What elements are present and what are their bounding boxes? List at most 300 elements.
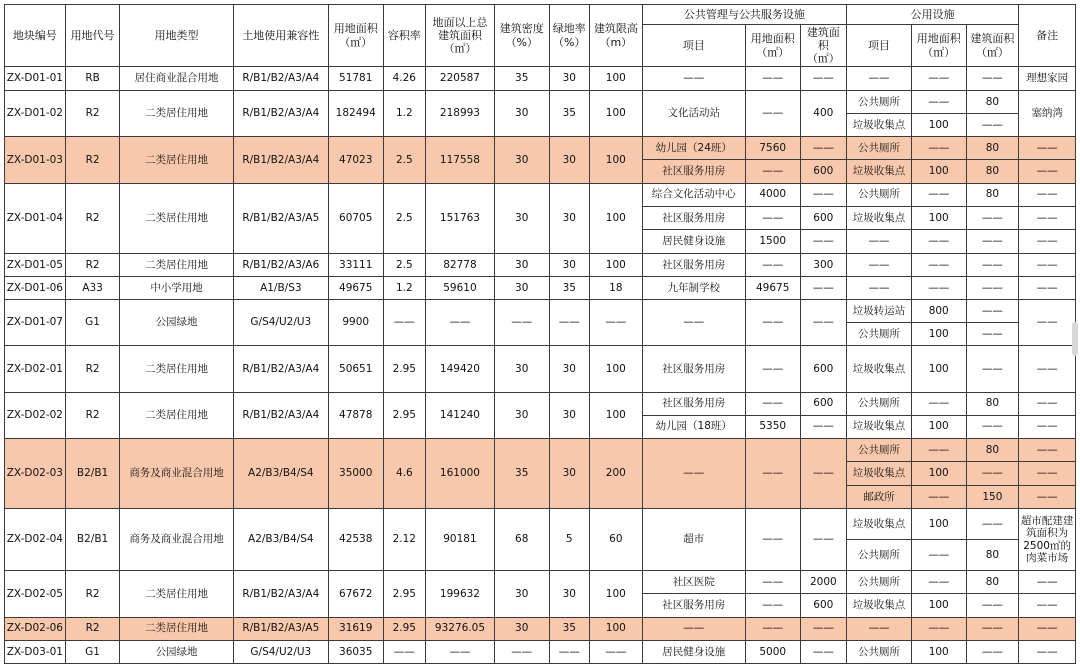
cell-green-ratio: 35 bbox=[549, 617, 589, 640]
cell-remark: —— bbox=[1019, 438, 1076, 461]
cell-remark: —— bbox=[1019, 571, 1076, 594]
cell-land-area: 49675 bbox=[328, 276, 383, 299]
cell-far: —— bbox=[383, 300, 426, 346]
table-row bbox=[5, 571, 1076, 594]
cell-remark: —— bbox=[1019, 160, 1076, 183]
cell-public-land-area: 1500 bbox=[745, 230, 800, 253]
cell-public-item: 社区医院 bbox=[642, 571, 745, 594]
cell-utility-land-area: 100 bbox=[911, 509, 966, 540]
cell-land-type: 居住商业混合用地 bbox=[120, 67, 233, 91]
cell-utility-land-area: 100 bbox=[911, 114, 966, 137]
cell-public-build-area: 400 bbox=[800, 91, 847, 137]
cell-compatibility: R/B1/B2/A3/A6 bbox=[233, 253, 328, 276]
cell-block-code: ZX-D01-04 bbox=[5, 183, 66, 253]
cell-far: 2.5 bbox=[383, 183, 426, 253]
cell-height-limit: 100 bbox=[590, 67, 643, 91]
cell-land-type: 二类居住用地 bbox=[120, 91, 233, 137]
cell-utility-land-area: —— bbox=[911, 485, 966, 508]
header-green-ratio: 绿地率 （%） bbox=[549, 5, 589, 67]
cell-utility-build-area: —— bbox=[966, 67, 1019, 91]
cell-compatibility: R/B1/B2/A3/A5 bbox=[233, 617, 328, 640]
cell-public-build-area: 300 bbox=[800, 253, 847, 276]
cell-utility-land-area: 100 bbox=[911, 640, 966, 663]
cell-land-area: 50651 bbox=[328, 346, 383, 392]
cell-public-item: —— bbox=[642, 67, 745, 91]
cell-land-code: R2 bbox=[65, 137, 120, 183]
cell-public-build-area: —— bbox=[800, 415, 847, 438]
cell-public-build-area: —— bbox=[800, 300, 847, 346]
cell-block-code: ZX-D01-06 bbox=[5, 276, 66, 299]
cell-utility-build-area: 80 bbox=[966, 137, 1019, 160]
cell-utility-land-area: 100 bbox=[911, 206, 966, 229]
cell-public-build-area: —— bbox=[800, 438, 847, 508]
cell-utility-build-area: —— bbox=[966, 230, 1019, 253]
cell-land-code: RB bbox=[65, 67, 120, 91]
cell-land-code: R2 bbox=[65, 392, 120, 438]
cell-public-item: 超市 bbox=[642, 509, 745, 571]
cell-far: 2.95 bbox=[383, 617, 426, 640]
scroll-indicator bbox=[1072, 322, 1078, 356]
cell-public-item: 社区服务用房 bbox=[642, 160, 745, 183]
cell-block-code: ZX-D02-05 bbox=[5, 571, 66, 617]
cell-public-build-area: —— bbox=[800, 640, 847, 663]
cell-block-code: ZX-D01-03 bbox=[5, 137, 66, 183]
cell-public-item: 社区服务用房 bbox=[642, 253, 745, 276]
cell-utility-item: 垃圾收集点 bbox=[847, 415, 912, 438]
land-use-table-container bbox=[4, 4, 1076, 664]
cell-remark: —— bbox=[1019, 230, 1076, 253]
cell-above-ground-area: 82778 bbox=[426, 253, 495, 276]
cell-above-ground-area: 151763 bbox=[426, 183, 495, 253]
cell-land-code: R2 bbox=[65, 183, 120, 253]
cell-green-ratio: 30 bbox=[549, 137, 589, 183]
cell-utility-item: 垃圾转运站 bbox=[847, 300, 912, 323]
table-row bbox=[5, 392, 1076, 415]
cell-public-build-area: 600 bbox=[800, 392, 847, 415]
cell-public-land-area: —— bbox=[745, 300, 800, 346]
cell-utility-land-area: —— bbox=[911, 91, 966, 114]
cell-utility-land-area: 100 bbox=[911, 594, 966, 617]
cell-land-code: B2/B1 bbox=[65, 509, 120, 571]
cell-public-item: 居民健身设施 bbox=[642, 230, 745, 253]
cell-utility-build-area: 80 bbox=[966, 540, 1019, 571]
cell-utility-land-area: —— bbox=[911, 540, 966, 571]
cell-public-land-area: 49675 bbox=[745, 276, 800, 299]
cell-land-area: 182494 bbox=[328, 91, 383, 137]
cell-above-ground-area: 90181 bbox=[426, 509, 495, 571]
cell-utility-build-area: 150 bbox=[966, 485, 1019, 508]
cell-public-land-area: —— bbox=[745, 253, 800, 276]
cell-remark: —— bbox=[1019, 415, 1076, 438]
cell-far: —— bbox=[383, 640, 426, 663]
cell-public-land-area: 5350 bbox=[745, 415, 800, 438]
cell-above-ground-area: 161000 bbox=[426, 438, 495, 508]
cell-density: —— bbox=[494, 300, 549, 346]
cell-land-area: 33111 bbox=[328, 253, 383, 276]
cell-land-type: 二类居住用地 bbox=[120, 392, 233, 438]
cell-land-code: G1 bbox=[65, 640, 120, 663]
cell-utility-land-area: 800 bbox=[911, 300, 966, 323]
cell-density: —— bbox=[494, 640, 549, 663]
cell-green-ratio: 30 bbox=[549, 346, 589, 392]
cell-block-code: ZX-D01-05 bbox=[5, 253, 66, 276]
cell-public-land-area: 4000 bbox=[745, 183, 800, 206]
cell-utility-build-area: —— bbox=[966, 415, 1019, 438]
cell-public-item: —— bbox=[642, 300, 745, 346]
cell-utility-build-area: —— bbox=[966, 617, 1019, 640]
cell-far: 2.5 bbox=[383, 137, 426, 183]
cell-land-type: 中小学用地 bbox=[120, 276, 233, 299]
table-row bbox=[5, 276, 1076, 299]
cell-public-build-area: —— bbox=[800, 137, 847, 160]
cell-far: 2.95 bbox=[383, 392, 426, 438]
cell-public-item: 社区服务用房 bbox=[642, 206, 745, 229]
header-far: 容积率 bbox=[383, 5, 426, 67]
cell-land-type: 二类居住用地 bbox=[120, 617, 233, 640]
cell-utility-build-area: —— bbox=[966, 594, 1019, 617]
cell-public-item: 九年制学校 bbox=[642, 276, 745, 299]
cell-utility-item: —— bbox=[847, 230, 912, 253]
cell-height-limit: 100 bbox=[590, 183, 643, 253]
cell-land-type: 二类居住用地 bbox=[120, 183, 233, 253]
header-compatibility: 土地使用兼容性 bbox=[233, 5, 328, 67]
cell-density: 30 bbox=[494, 276, 549, 299]
cell-public-item: 综合文化活动中心 bbox=[642, 183, 745, 206]
cell-remark: —— bbox=[1019, 276, 1076, 299]
cell-utility-item: —— bbox=[847, 67, 912, 91]
cell-land-area: 47023 bbox=[328, 137, 383, 183]
cell-utility-build-area: 80 bbox=[966, 438, 1019, 461]
cell-public-land-area: —— bbox=[745, 206, 800, 229]
cell-utility-land-area: —— bbox=[911, 571, 966, 594]
cell-land-area: 36035 bbox=[328, 640, 383, 663]
cell-compatibility: R/B1/B2/A3/A4 bbox=[233, 346, 328, 392]
cell-green-ratio: 35 bbox=[549, 91, 589, 137]
cell-far: 2.5 bbox=[383, 253, 426, 276]
cell-green-ratio: 30 bbox=[549, 253, 589, 276]
cell-utility-item: 公共厕所 bbox=[847, 323, 912, 346]
cell-green-ratio: —— bbox=[549, 640, 589, 663]
cell-compatibility: A1/B/S3 bbox=[233, 276, 328, 299]
cell-utility-land-area: —— bbox=[911, 276, 966, 299]
cell-green-ratio: 30 bbox=[549, 392, 589, 438]
cell-utility-land-area: 100 bbox=[911, 346, 966, 392]
cell-density: 30 bbox=[494, 346, 549, 392]
cell-public-item: 社区服务用房 bbox=[642, 346, 745, 392]
cell-utility-item: 公共厕所 bbox=[847, 540, 912, 571]
cell-utility-build-area: 80 bbox=[966, 571, 1019, 594]
table-row bbox=[5, 346, 1076, 392]
header-land-type: 用地类型 bbox=[120, 5, 233, 67]
cell-height-limit: 60 bbox=[590, 509, 643, 571]
header-density: 建筑密度 （%） bbox=[494, 5, 549, 67]
cell-public-land-area: —— bbox=[745, 617, 800, 640]
cell-block-code: ZX-D01-07 bbox=[5, 300, 66, 346]
cell-utility-item: —— bbox=[847, 617, 912, 640]
cell-utility-build-area: —— bbox=[966, 509, 1019, 540]
cell-public-land-area: 7560 bbox=[745, 137, 800, 160]
cell-far: 4.26 bbox=[383, 67, 426, 91]
cell-land-type: 二类居住用地 bbox=[120, 137, 233, 183]
cell-utility-land-area: 100 bbox=[911, 415, 966, 438]
cell-compatibility: R/B1/B2/A3/A4 bbox=[233, 392, 328, 438]
cell-remark: —— bbox=[1019, 485, 1076, 508]
land-use-control-table bbox=[4, 4, 1076, 664]
cell-height-limit: 100 bbox=[590, 137, 643, 183]
cell-public-land-area: —— bbox=[745, 160, 800, 183]
cell-remark: —— bbox=[1019, 617, 1076, 640]
cell-utility-item: 垃圾收集点 bbox=[847, 346, 912, 392]
cell-utility-land-area: —— bbox=[911, 183, 966, 206]
cell-remark: —— bbox=[1019, 253, 1076, 276]
cell-utility-build-area: —— bbox=[966, 300, 1019, 323]
cell-utility-land-area: —— bbox=[911, 137, 966, 160]
cell-public-land-area: —— bbox=[745, 571, 800, 594]
table-row bbox=[5, 137, 1076, 160]
cell-land-type: 商务及商业混合用地 bbox=[120, 509, 233, 571]
cell-utility-land-area: —— bbox=[911, 67, 966, 91]
cell-land-code: A33 bbox=[65, 276, 120, 299]
cell-land-area: 9900 bbox=[328, 300, 383, 346]
cell-remark: —— bbox=[1019, 346, 1076, 392]
cell-remark: 超市配建建筑面积为2500㎡的肉菜市场 bbox=[1019, 509, 1076, 571]
cell-height-limit: 100 bbox=[590, 571, 643, 617]
cell-public-land-area: —— bbox=[745, 438, 800, 508]
cell-remark: —— bbox=[1019, 392, 1076, 415]
cell-compatibility: R/B1/B2/A3/A4 bbox=[233, 67, 328, 91]
cell-green-ratio: 30 bbox=[549, 183, 589, 253]
cell-public-build-area: 600 bbox=[800, 206, 847, 229]
cell-utility-build-area: —— bbox=[966, 114, 1019, 137]
cell-land-area: 31619 bbox=[328, 617, 383, 640]
cell-height-limit: —— bbox=[590, 640, 643, 663]
cell-land-area: 35000 bbox=[328, 438, 383, 508]
cell-compatibility: R/B1/B2/A3/A5 bbox=[233, 183, 328, 253]
cell-land-code: R2 bbox=[65, 253, 120, 276]
cell-public-land-area: —— bbox=[745, 392, 800, 415]
cell-far: 2.95 bbox=[383, 346, 426, 392]
cell-block-code: ZX-D02-06 bbox=[5, 617, 66, 640]
table-row bbox=[5, 253, 1076, 276]
cell-compatibility: A2/B3/B4/S4 bbox=[233, 438, 328, 508]
cell-land-type: 二类居住用地 bbox=[120, 571, 233, 617]
cell-land-area: 42538 bbox=[328, 509, 383, 571]
cell-utility-item: 公共厕所 bbox=[847, 137, 912, 160]
cell-public-item: 社区服务用房 bbox=[642, 594, 745, 617]
header-utility-facilities: 公用设施 bbox=[847, 5, 1019, 25]
cell-far: 2.12 bbox=[383, 509, 426, 571]
table-row bbox=[5, 300, 1076, 323]
cell-remark: —— bbox=[1019, 206, 1076, 229]
cell-public-build-area: 2000 bbox=[800, 571, 847, 594]
cell-public-item: 社区服务用房 bbox=[642, 392, 745, 415]
cell-utility-build-area: —— bbox=[966, 323, 1019, 346]
cell-remark: —— bbox=[1019, 137, 1076, 160]
cell-public-build-area: 600 bbox=[800, 594, 847, 617]
cell-utility-land-area: 100 bbox=[911, 160, 966, 183]
cell-land-code: R2 bbox=[65, 346, 120, 392]
cell-utility-land-area: —— bbox=[911, 617, 966, 640]
cell-height-limit: 100 bbox=[590, 91, 643, 137]
header-land-area: 用地面积 （㎡） bbox=[328, 5, 383, 67]
cell-far: 1.2 bbox=[383, 91, 426, 137]
cell-public-build-area: —— bbox=[800, 230, 847, 253]
header-utility-land-area: 用地面积 （㎡） bbox=[911, 25, 966, 67]
cell-density: 68 bbox=[494, 509, 549, 571]
cell-public-build-area: 600 bbox=[800, 346, 847, 392]
cell-block-code: ZX-D01-02 bbox=[5, 91, 66, 137]
cell-public-item: —— bbox=[642, 617, 745, 640]
header-land-code: 用地代号 bbox=[65, 5, 120, 67]
cell-compatibility: G/S4/U2/U3 bbox=[233, 640, 328, 663]
cell-above-ground-area: 117558 bbox=[426, 137, 495, 183]
cell-density: 35 bbox=[494, 438, 549, 508]
cell-green-ratio: 30 bbox=[549, 438, 589, 508]
cell-land-code: R2 bbox=[65, 91, 120, 137]
header-public-facilities: 公共管理与公共服务设施 bbox=[642, 5, 846, 25]
cell-height-limit: —— bbox=[590, 300, 643, 346]
cell-utility-land-area: 100 bbox=[911, 462, 966, 485]
cell-public-item: 文化活动站 bbox=[642, 91, 745, 137]
cell-remark: —— bbox=[1019, 462, 1076, 485]
cell-block-code: ZX-D02-03 bbox=[5, 438, 66, 508]
cell-public-item: —— bbox=[642, 438, 745, 508]
cell-compatibility: R/B1/B2/A3/A4 bbox=[233, 571, 328, 617]
cell-above-ground-area: —— bbox=[426, 640, 495, 663]
cell-height-limit: 100 bbox=[590, 346, 643, 392]
cell-remark: 塞纳湾 bbox=[1019, 91, 1076, 137]
cell-block-code: ZX-D03-01 bbox=[5, 640, 66, 663]
cell-density: 30 bbox=[494, 91, 549, 137]
table-row bbox=[5, 438, 1076, 461]
cell-density: 30 bbox=[494, 392, 549, 438]
cell-land-area: 67672 bbox=[328, 571, 383, 617]
table-row bbox=[5, 67, 1076, 91]
table-body bbox=[5, 67, 1076, 664]
cell-density: 30 bbox=[494, 253, 549, 276]
cell-remark: —— bbox=[1019, 300, 1076, 346]
cell-public-land-area: —— bbox=[745, 67, 800, 91]
cell-land-type: 二类居住用地 bbox=[120, 253, 233, 276]
cell-utility-item: —— bbox=[847, 253, 912, 276]
cell-utility-item: 邮政所 bbox=[847, 485, 912, 508]
cell-public-item: 居民健身设施 bbox=[642, 640, 745, 663]
cell-utility-build-area: 80 bbox=[966, 91, 1019, 114]
cell-utility-item: 公共厕所 bbox=[847, 571, 912, 594]
cell-above-ground-area: —— bbox=[426, 300, 495, 346]
cell-utility-build-area: —— bbox=[966, 276, 1019, 299]
cell-utility-land-area: —— bbox=[911, 253, 966, 276]
cell-land-type: 商务及商业混合用地 bbox=[120, 438, 233, 508]
cell-above-ground-area: 59610 bbox=[426, 276, 495, 299]
cell-public-land-area: —— bbox=[745, 346, 800, 392]
cell-utility-land-area: 100 bbox=[911, 323, 966, 346]
table-row bbox=[5, 617, 1076, 640]
cell-above-ground-area: 220587 bbox=[426, 67, 495, 91]
cell-above-ground-area: 199632 bbox=[426, 571, 495, 617]
cell-land-type: 公园绿地 bbox=[120, 640, 233, 663]
cell-far: 1.2 bbox=[383, 276, 426, 299]
cell-height-limit: 100 bbox=[590, 253, 643, 276]
cell-green-ratio: 30 bbox=[549, 67, 589, 91]
cell-utility-build-area: 80 bbox=[966, 183, 1019, 206]
header-above-ground-area: 地面以上总 建筑面积 （㎡） bbox=[426, 5, 495, 67]
cell-public-land-area: —— bbox=[745, 91, 800, 137]
table-row bbox=[5, 509, 1076, 540]
cell-compatibility: A2/B3/B4/S4 bbox=[233, 509, 328, 571]
cell-above-ground-area: 218993 bbox=[426, 91, 495, 137]
cell-utility-build-area: —— bbox=[966, 253, 1019, 276]
cell-block-code: ZX-D02-04 bbox=[5, 509, 66, 571]
cell-utility-item: 公共厕所 bbox=[847, 91, 912, 114]
cell-land-code: B2/B1 bbox=[65, 438, 120, 508]
cell-density: 35 bbox=[494, 67, 549, 91]
cell-utility-build-area: 80 bbox=[966, 160, 1019, 183]
cell-compatibility: G/S4/U2/U3 bbox=[233, 300, 328, 346]
cell-remark: 理想家园 bbox=[1019, 67, 1076, 91]
header-public-land-area: 用地面积 （㎡） bbox=[745, 25, 800, 67]
cell-land-type: 公园绿地 bbox=[120, 300, 233, 346]
cell-land-code: R2 bbox=[65, 571, 120, 617]
cell-density: 30 bbox=[494, 617, 549, 640]
cell-utility-item: 公共厕所 bbox=[847, 438, 912, 461]
cell-far: 2.95 bbox=[383, 571, 426, 617]
cell-utility-item: 垃圾收集点 bbox=[847, 462, 912, 485]
cell-height-limit: 18 bbox=[590, 276, 643, 299]
cell-height-limit: 200 bbox=[590, 438, 643, 508]
cell-utility-item: 公共厕所 bbox=[847, 392, 912, 415]
cell-land-area: 60705 bbox=[328, 183, 383, 253]
cell-utility-build-area: —— bbox=[966, 640, 1019, 663]
cell-density: 30 bbox=[494, 183, 549, 253]
cell-utility-item: 垃圾收集点 bbox=[847, 206, 912, 229]
cell-public-build-area: 600 bbox=[800, 160, 847, 183]
cell-remark: —— bbox=[1019, 594, 1076, 617]
cell-utility-item: 公共厕所 bbox=[847, 183, 912, 206]
cell-block-code: ZX-D02-01 bbox=[5, 346, 66, 392]
cell-green-ratio: 5 bbox=[549, 509, 589, 571]
cell-public-build-area: —— bbox=[800, 276, 847, 299]
header-height-limit: 建筑限高 （m） bbox=[590, 5, 643, 67]
cell-remark: —— bbox=[1019, 640, 1076, 663]
cell-public-build-area: —— bbox=[800, 509, 847, 571]
cell-utility-build-area: 80 bbox=[966, 392, 1019, 415]
cell-height-limit: 100 bbox=[590, 617, 643, 640]
cell-utility-item: —— bbox=[847, 276, 912, 299]
cell-public-build-area: —— bbox=[800, 67, 847, 91]
cell-public-land-area: —— bbox=[745, 594, 800, 617]
cell-land-code: G1 bbox=[65, 300, 120, 346]
cell-utility-land-area: —— bbox=[911, 230, 966, 253]
cell-utility-item: 垃圾收集点 bbox=[847, 160, 912, 183]
cell-compatibility: R/B1/B2/A3/A4 bbox=[233, 91, 328, 137]
header-public-item: 项目 bbox=[642, 25, 745, 67]
cell-remark: —— bbox=[1019, 183, 1076, 206]
cell-utility-item: 垃圾收集点 bbox=[847, 114, 912, 137]
cell-above-ground-area: 93276.05 bbox=[426, 617, 495, 640]
header-block-code: 地块编号 bbox=[5, 5, 66, 67]
cell-density: 30 bbox=[494, 137, 549, 183]
header-public-build-area: 建筑面积 （㎡） bbox=[800, 25, 847, 67]
table-row bbox=[5, 183, 1076, 206]
cell-public-build-area: —— bbox=[800, 183, 847, 206]
cell-utility-item: 垃圾收集点 bbox=[847, 594, 912, 617]
cell-utility-build-area: —— bbox=[966, 206, 1019, 229]
cell-public-item: 幼儿园（18班） bbox=[642, 415, 745, 438]
cell-public-land-area: —— bbox=[745, 509, 800, 571]
cell-utility-build-area: —— bbox=[966, 462, 1019, 485]
cell-utility-land-area: —— bbox=[911, 392, 966, 415]
